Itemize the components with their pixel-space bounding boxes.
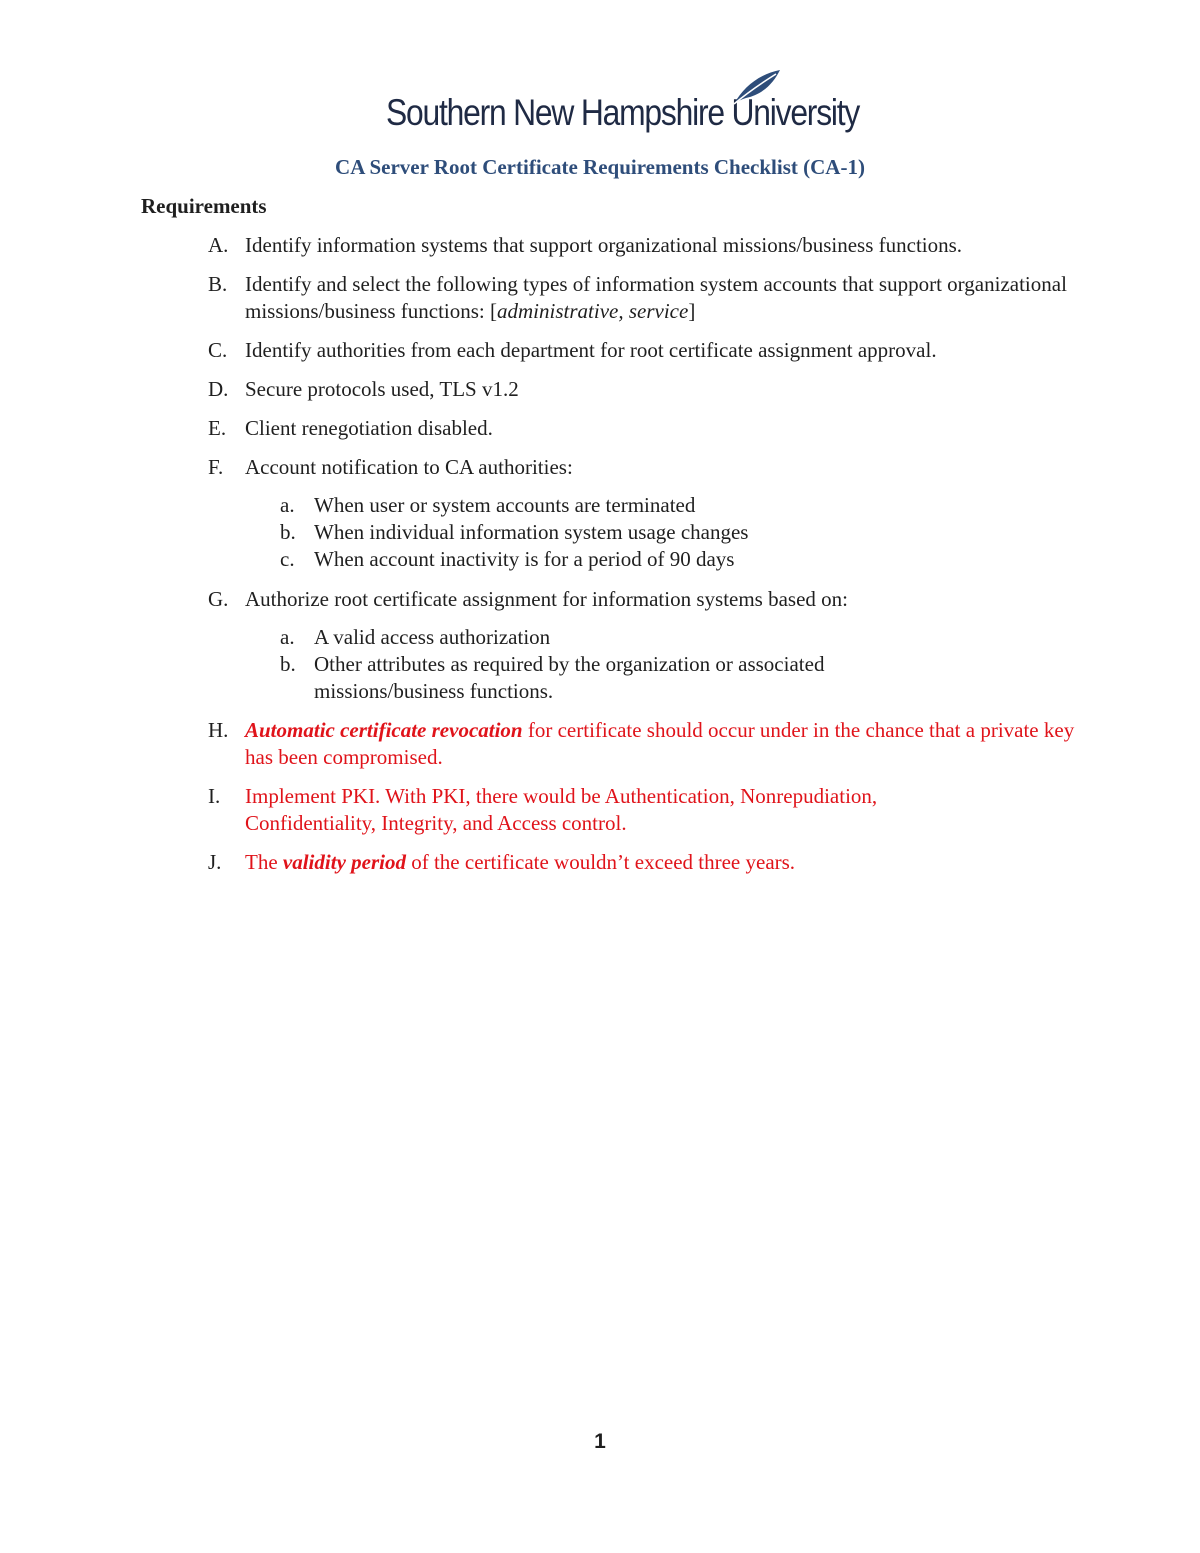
item-text: Secure protocols used, TLS v1.2 [245, 377, 519, 401]
item-text-italic: administrative, service [497, 299, 689, 323]
sub-item-marker: b. [280, 520, 296, 544]
logo-wordmark: Southern New Hampshire University [386, 92, 860, 133]
sub-item-marker: a. [280, 625, 295, 649]
item-text: Identify authorities from each department for root certificate assignment approval. [245, 338, 937, 362]
item-marker: E. [208, 416, 227, 440]
item-text-after: ] [688, 299, 696, 323]
item-text-before: The [245, 850, 283, 874]
leaf-icon [730, 68, 782, 108]
item-text [245, 849, 1088, 876]
requirement-item-a [208, 232, 1088, 259]
requirement-item-g [208, 586, 1088, 613]
item-emphasis: validity period [282, 850, 406, 874]
sub-item [280, 546, 1040, 573]
sub-item-text: When individual information system usage changes [314, 520, 749, 544]
item-marker: C. [208, 338, 228, 362]
sub-item-text: When account inactivity is for a period of 90 days [314, 547, 735, 571]
item-text: Account notification to CA authorities: [245, 455, 573, 479]
item-text: Authorize root certificate assignment for information systems based on: [245, 587, 849, 611]
item-text-after: for certificate should occur under in the chance that a private key has been compromised. [245, 718, 1075, 769]
sub-item [280, 651, 880, 705]
sub-item-text: When user or system accounts are terminated [314, 493, 696, 517]
item-marker: I. [208, 784, 221, 808]
sub-item-marker: c. [280, 547, 295, 571]
item-text [245, 717, 1088, 771]
document-title: CA Server Root Certificate Requirements Checklist (CA-1) [335, 155, 865, 179]
item-text-before: Identify and select the following types of information system accounts that support organizational missions/business functions: [ [245, 272, 1067, 323]
item-marker: F. [208, 455, 224, 479]
item-text: Client renegotiation disabled. [245, 416, 493, 440]
item-emphasis: Automatic certificate revocation [245, 718, 523, 742]
item-marker: D. [208, 377, 229, 401]
sub-item-text: A valid access authorization [314, 625, 551, 649]
sub-item [280, 492, 1040, 519]
item-text-after: of the certificate wouldn’t exceed three years. [405, 850, 796, 874]
sub-item [280, 624, 1040, 651]
sub-item-marker: b. [280, 652, 296, 676]
item-text: Implement PKI. With PKI, there would be Authentication, Nonrepudiation, Confidentiality, Integrity, and Access control. [245, 784, 878, 835]
requirement-item-e [208, 415, 1088, 442]
item-marker: J. [208, 850, 222, 874]
requirement-item-i [208, 783, 968, 837]
sub-item-marker: a. [280, 493, 295, 517]
page-number: 1 [594, 1430, 606, 1453]
section-heading: Requirements [141, 194, 267, 218]
item-text: Identify information systems that support organizational missions/business functions. [245, 233, 963, 257]
sub-item [280, 519, 1040, 546]
item-marker: H. [208, 718, 229, 742]
requirement-item-h [208, 717, 1088, 771]
requirement-item-j [208, 849, 1088, 876]
requirement-item-d [208, 376, 1088, 403]
requirement-item-c [208, 337, 1088, 364]
item-marker: G. [208, 587, 229, 611]
item-marker: A. [208, 233, 229, 257]
item-text [245, 271, 1088, 325]
requirement-item-f [208, 454, 1088, 481]
university-logo [386, 68, 860, 136]
item-marker: B. [208, 272, 228, 296]
sub-item-text: Other attributes as required by the organization or associated missions/business functions. [314, 652, 825, 703]
requirement-item-b [208, 271, 1088, 325]
